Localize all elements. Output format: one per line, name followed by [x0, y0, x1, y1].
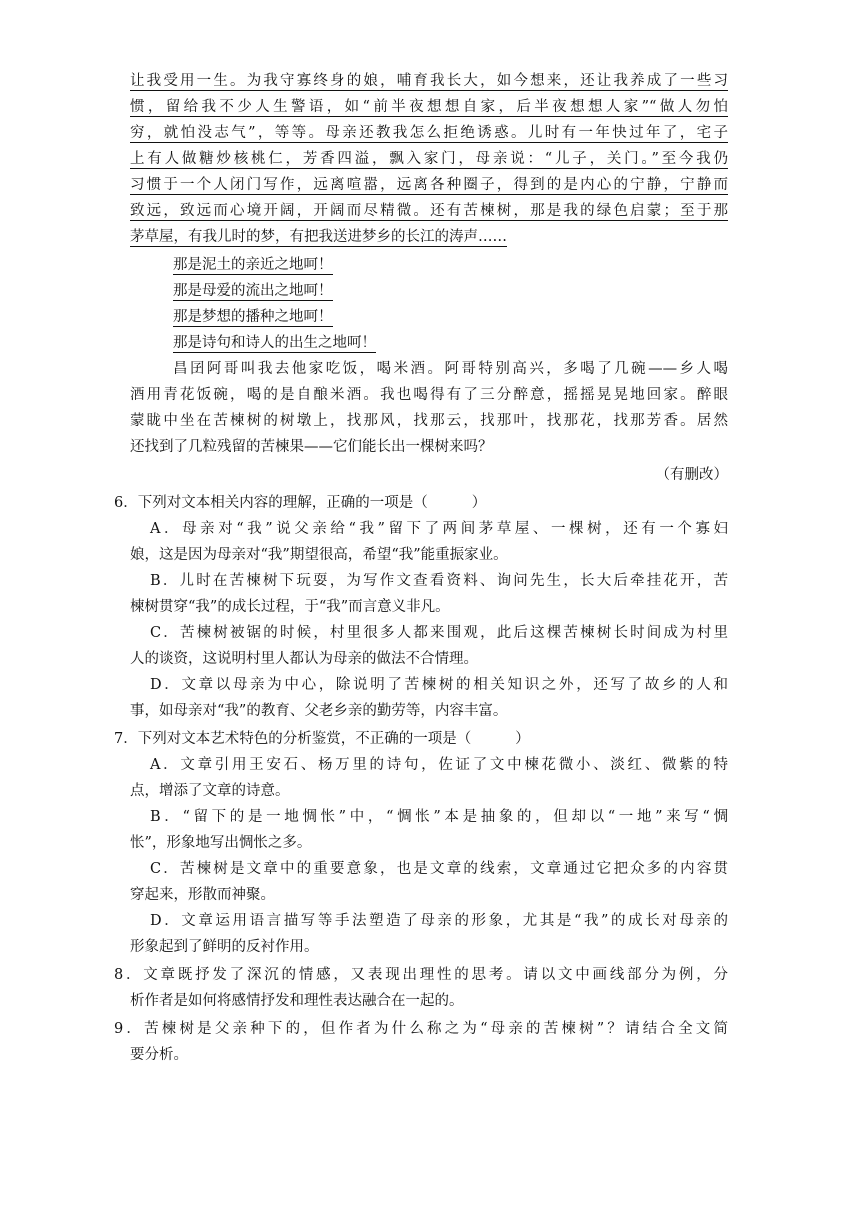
option-d: D．文章以母亲为中心，除说明了苦楝树的相关知识之外，还写了故乡的人和 [150, 677, 728, 693]
option-a: A．母亲对“我”说父亲给“我”留下了两间茅草屋、一棵树，还有一个寡妇 [150, 521, 728, 537]
question-stem-cont: 要分析。 [130, 1047, 188, 1063]
question-stem: 6．下列对文本相关内容的理解，正确的一项是（ ） [114, 495, 487, 511]
option-a: A．文章引用王安石、杨万里的诗句，佐证了文中楝花微小、淡红、微紫的特 [150, 757, 728, 773]
question-stem: 9．苦楝树是父亲种下的，但作者为什么称之为“母亲的苦楝树”？请结合全文简 [114, 1021, 728, 1037]
question-stem: 8．文章既抒发了深沉的情感，又表现出理性的思考。请以文中画线部分为例，分 [114, 967, 728, 983]
option-b: B．“留下的是一地惆怅”中，“惆怅”本是抽象的，但却以“一地”来写“惆 [150, 809, 728, 825]
paragraph-line: 还找到了几粒残留的苦楝果——它们能长出一棵树来吗？ [130, 439, 493, 455]
verse-line: 那是母爱的流出之地呵！ [173, 283, 333, 299]
option-b: B．儿时在苦楝树下玩耍，为写作文查看资料、询问先生，长大后牵挂花开，苦 [150, 573, 728, 589]
option-c: C．苦楝树是文章中的重要意象，也是文章的线索，文章通过它把众多的内容贯 [150, 861, 728, 877]
passage-line: 习惯于一个人闭门写作，远离喧嚣，远离各种圈子，得到的是内心的宁静，宁静而 [130, 177, 728, 193]
option-a-cont: 娘，这是因为母亲对“我”期望很高，希望“我”能重振家业。 [130, 547, 508, 563]
verse-line: 那是诗句和诗人的出生之地呵！ [173, 335, 376, 351]
question-stem: 7．下列对文本艺术特色的分析鉴赏，不正确的一项是（ ） [114, 731, 530, 747]
option-c: C．苦楝树被锯的时候，村里很多人都来围观，此后这棵苦楝树长时间成为村里 [150, 625, 728, 641]
question-stem-cont: 析作者是如何将感情抒发和理性表达融合在一起的。 [130, 993, 464, 1009]
passage-line: 穷，就怕没志气”，等等。母亲还教我怎么拒绝诱惑。儿时有一年快过年了，宅子 [130, 125, 728, 141]
paragraph-line: 酒用青花饭碗，喝的是自酿米酒。我也喝得有了三分醉意，摇摇晃晃地回家。醉眼 [130, 387, 728, 403]
option-a-cont: 点，增添了文章的诗意。 [130, 783, 290, 799]
verse-line: 那是梦想的播种之地呵！ [173, 309, 333, 325]
option-c-cont: 人的谈资，这说明村里人都认为母亲的做法不合情理。 [130, 651, 478, 667]
option-c-cont: 穿起来，形散而神聚。 [130, 887, 275, 903]
passage-line: 惯，留给我不少人生警语，如“前半夜想想自家，后半夜想想人家”“做人勿怕 [130, 99, 728, 115]
source-note: （有删改） [655, 467, 728, 483]
passage-line: 上有人做糖炒核桃仁，芳香四溢，飘入家门，母亲说：“儿子，关门。”至今我仍 [130, 151, 728, 167]
paragraph-line: 蒙眬中坐在苦楝树的树墩上，找那风，找那云，找那叶，找那花，找那芳香。居然 [130, 413, 728, 429]
passage-line: 茅草屋，有我儿时的梦，有把我送进梦乡的长江的涛声…… [130, 229, 507, 245]
verse-line: 那是泥土的亲近之地呵！ [173, 257, 333, 273]
option-d-cont: 事，如母亲对“我”的教育、父老乡亲的勤劳等，内容丰富。 [130, 703, 508, 719]
option-b-cont: 楝树贯穿“我”的成长过程，于“我”而言意义非凡。 [130, 599, 450, 615]
option-d: D．文章运用语言描写等手法塑造了母亲的形象，尤其是“我”的成长对母亲的 [150, 913, 728, 929]
option-d-cont: 形象起到了鲜明的反衬作用。 [130, 939, 319, 955]
passage-line: 让我受用一生。为我守寡终身的娘，哺育我长大，如今想来，还让我养成了一些习 [130, 73, 728, 89]
option-b-cont: 怅”，形象地写出惆怅之多。 [130, 835, 312, 851]
paragraph-line: 昌囝阿哥叫我去他家吃饭，喝米酒。阿哥特别高兴，多喝了几碗——乡人喝 [173, 361, 728, 377]
passage-line: 致远，致远而心境开阔，开阔而尽精微。还有苦楝树，那是我的绿色启蒙；至于那 [130, 203, 728, 219]
